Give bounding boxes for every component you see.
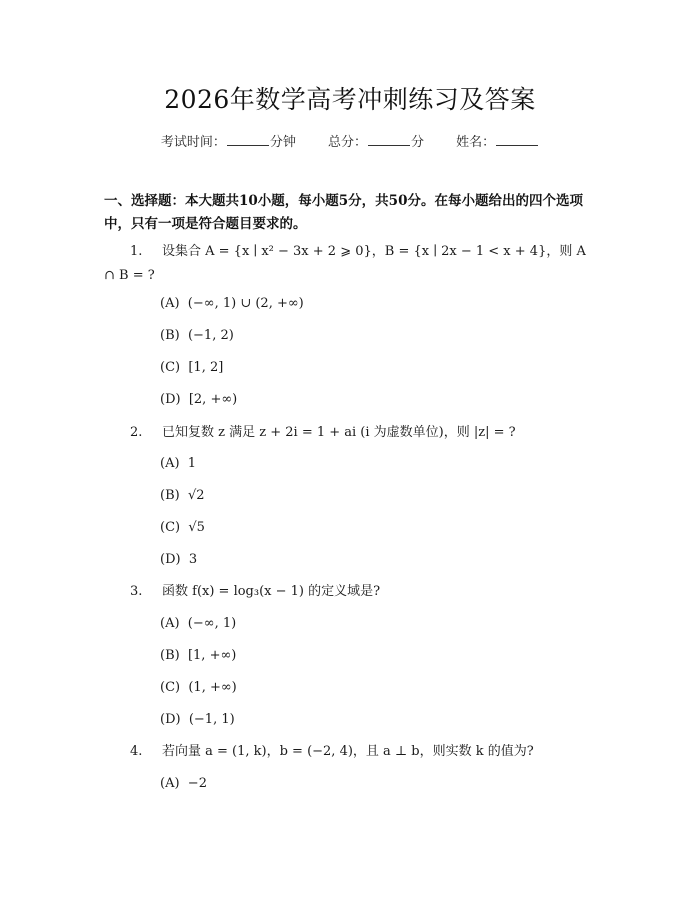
option-1d: (D) [2, +∞) xyxy=(160,392,238,407)
question-number: 2. xyxy=(130,425,143,440)
option-1b: (B) (−1, 2) xyxy=(160,328,234,343)
name-blank xyxy=(496,132,538,146)
question-text: 已知复数 z 满足 z + 2i = 1 + ai (i 为虚数单位)，则 |z| = ? xyxy=(162,425,516,440)
section-heading: 一、选择题：本大题共10小题，每小题5分，共50分。在每小题给出的四个选项中，只有一项是符合题目要求的。 xyxy=(104,193,583,232)
exam-info-line xyxy=(0,131,700,150)
exam-time-field xyxy=(161,131,296,150)
total-score-field xyxy=(328,131,424,150)
exam-time-unit: 分钟 xyxy=(269,135,296,150)
question-1 xyxy=(104,240,594,288)
option-3b: (B) [1, +∞) xyxy=(160,648,237,663)
option-3c: (C) (1, +∞) xyxy=(160,680,237,695)
option-2a: (A) 1 xyxy=(160,456,197,471)
option-2d: (D) 3 xyxy=(160,552,198,567)
question-text: 函数 f(x) = log₃(x − 1) 的定义域是? xyxy=(162,584,381,599)
question-3 xyxy=(104,580,594,604)
question-number: 4. xyxy=(130,744,143,759)
total-score-blank xyxy=(368,132,410,146)
total-score-label: 总分： xyxy=(327,135,367,150)
name-label: 姓名： xyxy=(456,135,496,150)
option-3a: (A) (−∞, 1) xyxy=(160,616,237,631)
question-number: 3. xyxy=(130,584,143,599)
exam-time-label: 考试时间： xyxy=(160,135,226,150)
question-2 xyxy=(104,421,594,445)
option-2c: (C) √5 xyxy=(160,520,205,535)
option-2b: (B) √2 xyxy=(160,488,205,503)
option-1c: (C) [1, 2] xyxy=(160,360,224,375)
question-number: 1. xyxy=(130,244,143,259)
page-title: 2026年数学高考冲刺练习及答案 xyxy=(164,85,536,114)
total-score-unit: 分 xyxy=(411,135,425,150)
name-field xyxy=(456,131,539,150)
option-3d: (D) (−1, 1) xyxy=(160,712,235,727)
question-4 xyxy=(104,740,594,764)
question-text: 若向量 a = (1, k)，b = (−2, 4)，且 a ⊥ b，则实数 k 的值为? xyxy=(162,744,534,759)
option-1a: (A) (−∞, 1) ∪ (2, +∞) xyxy=(160,296,304,311)
question-text: 设集合 A = {x ∣ x² − 3x + 2 ⩾ 0}，B = {x ∣ 2x − 1 < x + 4}，则 A ∩ B = ? xyxy=(104,244,586,283)
exam-time-blank xyxy=(227,132,269,146)
option-4a: (A) −2 xyxy=(160,776,207,791)
